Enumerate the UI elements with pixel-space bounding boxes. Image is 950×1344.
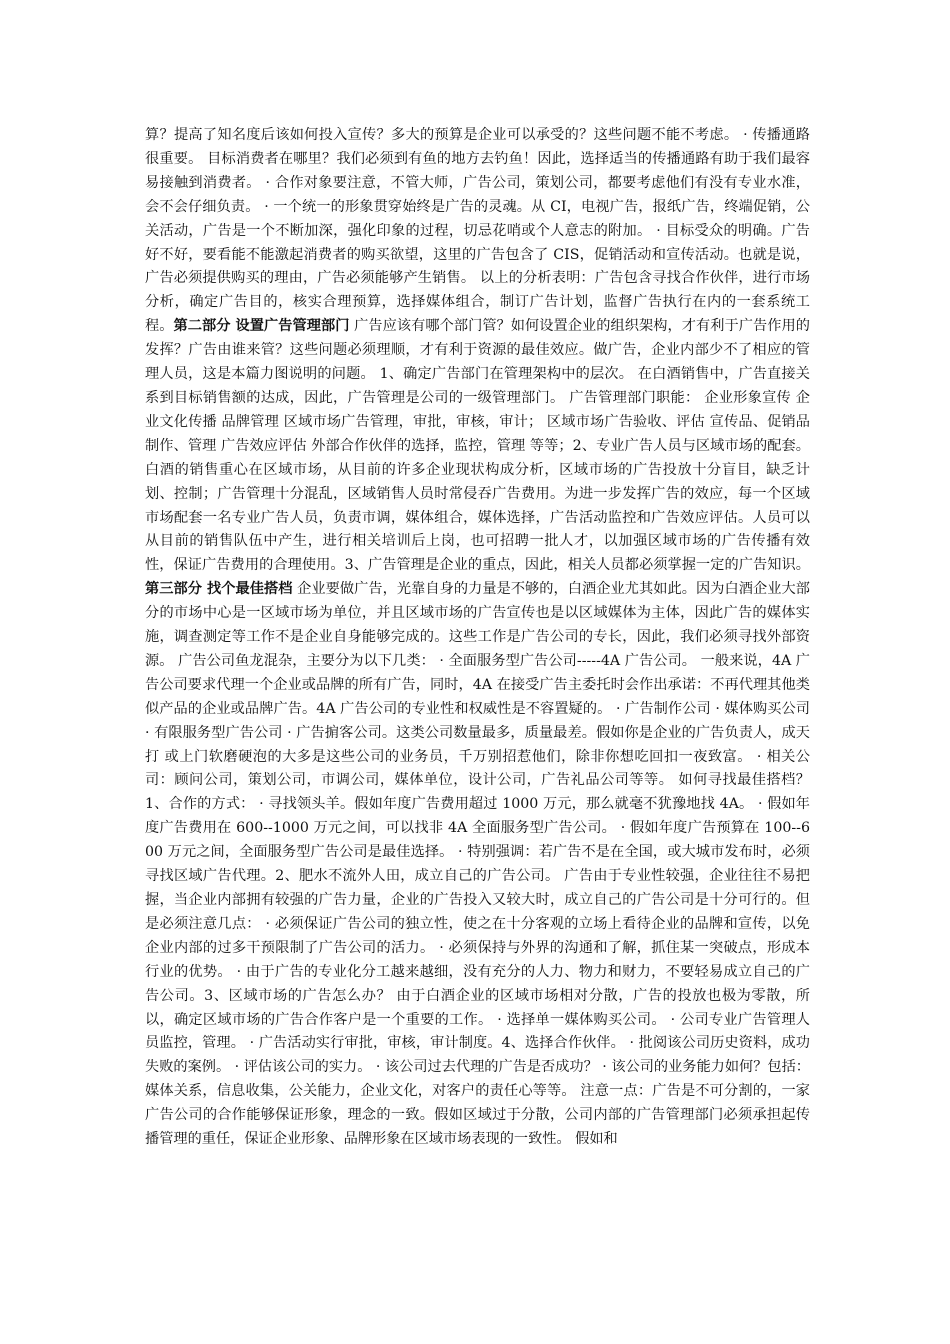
text-segment-3: 企业要做广告，光靠自身的力量是不够的，白酒企业尤其如此。因为白酒企业大部分的市场中心是一区域市场为单位，并且区域市场的广告宣传也是以区域媒体为主体，因此广告的媒体实施，调查测定等工作不是企业自身能够完成的。这些工作是广告公司的专长，因此，我们必须寻找外部资源。 广告公司鱼龙混杂，主要分为以下几类： · 全面服务型广告公司-----4A 广告公司。 一般来说，4A 广告公司要求代理一个企业或品牌的所有广告，同时，4A 在接受广告主委托时会作出承诺：不再代理其他类似产品的企业或品牌广告。4A 广告公司的专业性和权威性是不容置疑的。 · 广告制作公司 · 媒体购买公司 · 有限服务型广告公司 · 广告掮客公司。这类公司数量最多，质量最差。假如你是企业的广告负责人，成天打 或上门软磨硬泡的大多是这些公司的业务员，千万别招惹他们，除非你想吃回扣一夜致富。 · 相关公司：顾问公司，策划公司，市调公司，媒体单位，设计公司，广告礼品公司等等。 如何寻找最佳搭档？1、合作的方式： · 寻找领头羊。假如年度广告费用超过 1000 万元，那么就毫不犹豫地找 4A。 · 假如年度广告费用在 600--1000 万元之间，可以找非 4A 全面服务型广告公司。 · 假如年度广告预算在 100--600 万元之间，全面服务型广告公司是最佳选择。 · 特别强调：若广告不是在全国，或大城市发布时，必须寻找区域广告代理。2、肥水不流外人田，成立自己的广告公司。 广告由于专业性较强，企业往往不易把握，当企业内部拥有较强的广告力量，企业的广告投入又较大时，成立自己的广告公司是十分可行的。但是必须注意几点： · 必须保证广告公司的独立性，使之在十分客观的立场上看待企业的品牌和宣传，以免企业内部的过多干预限制了广告公司的活力。 · 必须保持与外界的沟通和了解，抓住某一突破点，形成本行业的优势。 · 由于广告的专业化分工越来越细，没有充分的人力、物力和财力，不要轻易成立自己的广告公司。3、区域市场的广告怎么办？ 由于白酒企业的区域市场相对分散，广告的投放也极为零散，所以，确定区域市场的广告合作客户是一个重要的工作。 · 选择单一媒体购买公司。 · 公司专业广告管理人员监控，管理。 · 广告活动实行审批，审核，审计制度。4、选择合作伙伴。 · 批阅该公司历史资料，成功失败的案例。 · 评估该公司的实力。 · 该公司过去代理的广告是否成功？ · 该公司的业务能力如何？包括：媒体关系，信息收集，公关能力，企业文化，对客户的责任心等等。 注意一点：广告是不可分割的，一家广告公司的合作能够保证形象，理念的一致。假如区域过于分散，公司内部的广告管理部门必须承担起传播管理的重任，保证企业形象、品牌形象在区域市场表现的一致性。 假如和 [145,581,810,1148]
section-heading-part-2: 第二部分 设置广告管理部门 [173,318,350,335]
text-segment-2: 广告应该有哪个部门管？如何设置企业的组织架构，才有利于广告作用的发挥？广告由谁来管？这些问题必须理顺，才有利于资源的最佳效应。做广告，企业内部少不了相应的管理人员，这是本篇力图说明的问题。 1、确定广告部门在管理架构中的层次。 在白酒销售中，广告直接关系到目标销售额的达成，因此，广告管理是公司的一级管理部门。 广告管理部门职能： 企业形象宣传 企业文化传播 品牌管理 区域市场广告管理，审批，审核，审计； 区域市场广告验收、评估 宣传品、促销品制作、管理 广告效应评估 外部合作伙伴的选择，监控，管理 等等；2、专业广告人员与区域市场的配套。 白酒的销售重心在区域市场，从目前的许多企业现状构成分析，区域市场的广告投放十分盲目，缺乏计划、控制；广告管理十分混乱，区域销售人员时常侵吞广告费用。为进一步发挥广告的效应，每一个区域市场配套一名专业广告人员，负责市调，媒体组合，媒体选择，广告活动监控和广告效应评估。人员可以从目前的销售队伍中产生，进行相关培训后上岗，也可招聘一批人才，以加强区域市场的广告传播有效性，保证广告费用的合理使用。3、广告管理是企业的重点，因此，相关人员都必须掌握一定的广告知识。 [145,318,810,574]
body-paragraph [145,124,810,1152]
text-segment-1: 算？提高了知名度后该如何投入宣传？多大的预算是企业可以承受的？这些问题不能不考虑。 · 传播通路很重要。 目标消费者在哪里？我们必须到有鱼的地方去钓鱼！因此，选择适当的传播通路有助于我们最容易接触到消费者。 · 合作对象要注意，不管大师，广告公司，策划公司，都要考虑他们有没有专业水准，会不会仔细负责。 · 一个统一的形象贯穿始终是广告的灵魂。从 CI，电视广告，报纸广告，终端促销，公关活动，广告是一个不断加深，强化印象的过程，切忌花哨或个人意志的附加。 · 目标受众的明确。广告好不好，要看能不能激起消费者的购买欲望，这里的广告包含了 CIS，促销活动和宣传活动。也就是说，广告必须提供购买的理由，广告必须能够产生销售。 以上的分析表明：广告包含寻找合作伙伴，进行市场分析，确定广告目的，核实合理预算，选择媒体组合，制订广告计划，监督广告执行在内的一套系统工程。 [145,127,810,335]
section-heading-part-3: 第三部分 找个最佳搭档 [145,581,293,598]
document-body [145,124,810,1152]
